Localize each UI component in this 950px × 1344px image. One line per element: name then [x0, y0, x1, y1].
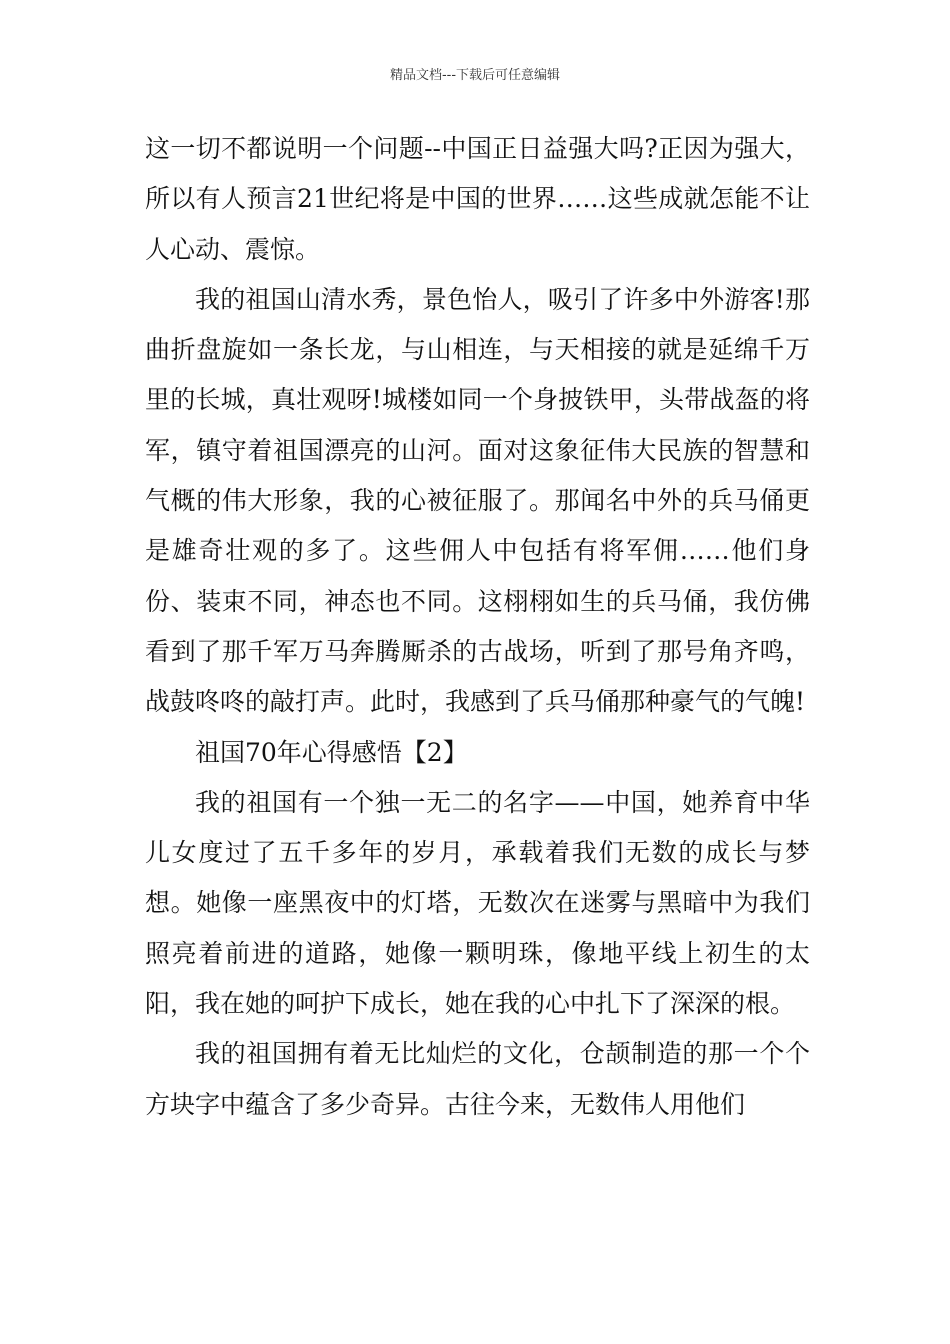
paragraph: 我的祖国有一个独一无二的名字——中国，她养育中华儿女度过了五千多年的岁月，承载着我们无数的成长与梦想。她像一座黑夜中的灯塔，无数次在迷雾与黑暗中为我们照亮着前进的道路，她像一颗明珠，像地平线上初生的太阳，我在她的呵护下成长，她在我的心中扎下了深深的根。 — [145, 787, 810, 1019]
paragraph: 我的祖国山清水秀，景色怡人，吸引了许多中外游客!那曲折盘旋如一条长龙，与山相连，与天相接的就是延绵千万里的长城，真壮观呀!城楼如同一个身披铁甲，头带战盔的将军，镇守着祖国漂亮的山河。面对这象征伟大民族的智慧和气概的伟大形象，我的心被征服了。那闻名中外的兵马俑更是雄奇壮观的多了。这些佣人中包括有将军佣……他们身份、装束不同，神态也不同。这栩栩如生的兵马俑，我仿佛看到了那千军万马奔腾厮杀的古战场，听到了那号角齐鸣，战鼓咚咚的敲打声。此时，我感到了兵马俑那种豪气的气魄! — [145, 284, 810, 717]
document-body — [145, 124, 810, 1130]
page-header: 精品文档---下载后可任意编辑 — [389, 68, 561, 83]
paragraph: 这一切不都说明一个问题--中国正日益强大吗?正因为强大，所以有人预言21世纪将是中国的世界……这些成就怎能不让人心动、震惊。 — [145, 134, 810, 264]
section-heading: 祖国70年心得感悟【2】 — [195, 737, 468, 767]
paragraph: 我的祖国拥有着无比灿烂的文化，仓颉制造的那一个个方块字中蕴含了多少奇异。古往今来，无数伟人用他们 — [145, 1039, 810, 1119]
